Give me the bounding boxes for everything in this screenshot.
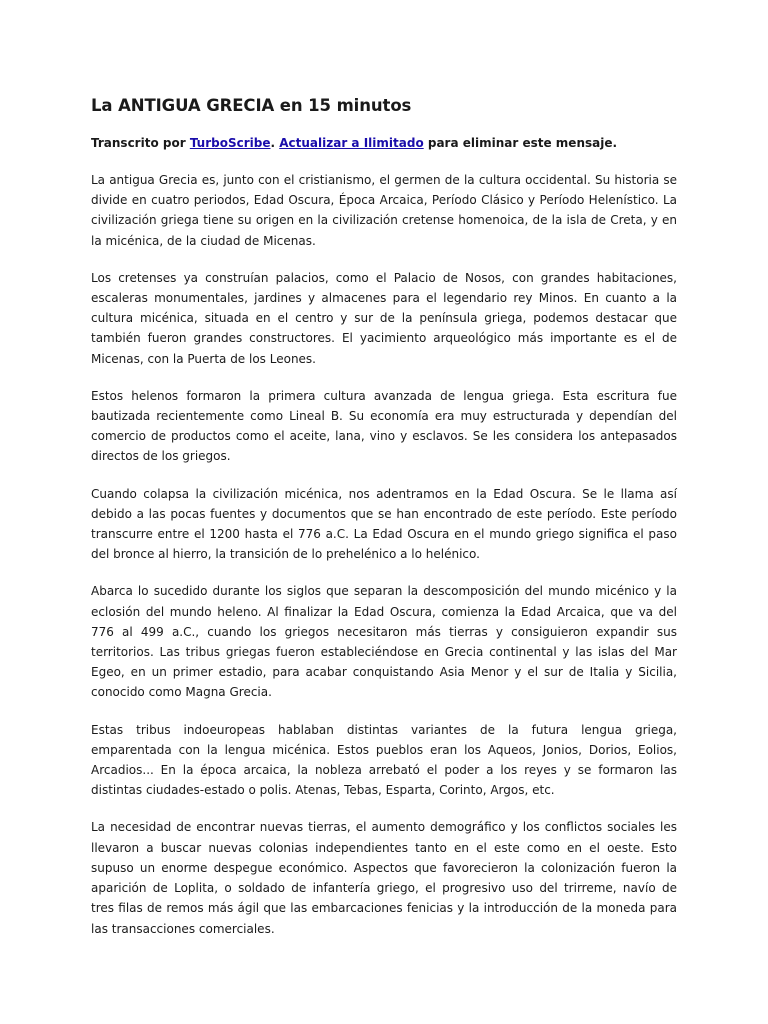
paragraph-line: llevaron a buscar nuevas colonias independientes tanto en el este como en el oeste. Esto bbox=[91, 840, 677, 855]
paragraph-line: las transacciones comerciales. bbox=[91, 921, 275, 936]
paragraph bbox=[91, 581, 677, 702]
paragraph bbox=[91, 386, 677, 467]
paragraph bbox=[91, 170, 677, 251]
paragraph-line: del bronce al hierro, la transición de lo prehelénico a lo helénico. bbox=[91, 547, 480, 562]
paragraph-line: escaleras monumentales, jardines y almacenes para el legendario rey Minos. En cuanto a la bbox=[91, 291, 677, 306]
notice-separator: . bbox=[270, 136, 280, 150]
paragraph-line: Los cretenses ya construían palacios, como el Palacio de Nosos, con grandes habitaciones, bbox=[91, 270, 677, 285]
paragraph-line: emparentada con la lengua micénica. Estos pueblos eran los Aqueos, Jonios, Dorios, Eolios, bbox=[91, 742, 677, 757]
paragraph-line: conocido como Magna Grecia. bbox=[91, 685, 272, 700]
paragraph-line: cultura micénica, situada en el centro y sur de la península griega, podemos destacar que bbox=[91, 311, 677, 326]
paragraph-line: distintas ciudades-estado o polis. Atenas, Tebas, Esparta, Corinto, Argos, etc. bbox=[91, 783, 555, 798]
document-body bbox=[91, 96, 677, 939]
paragraph-line: La antigua Grecia es, junto con el cristianismo, el germen de la cultura occidental. Su historia se bbox=[91, 173, 677, 187]
paragraph-line: Abarca lo sucedido durante los siglos que separan la descomposición del mundo micénico y la bbox=[91, 584, 677, 599]
upgrade-unlimited-link[interactable]: Actualizar a Ilimitado bbox=[279, 136, 424, 150]
paragraph-line: tres filas de remos más ágil que las embarcaciones fenicias y la introducción de la moneda para bbox=[91, 901, 677, 916]
paragraph-line: Cuando colapsa la civilización micénica, nos adentramos en la Edad Oscura. Se le llama así bbox=[91, 486, 677, 501]
paragraph-line: Arcadios... En la época arcaica, la nobleza arrebató el poder a los reyes y se formaron las bbox=[91, 763, 677, 778]
paragraph-line: 776 al 499 a.C., cuando los griegos necesitaron más tierras y consiguieron expandir sus bbox=[91, 624, 677, 639]
paragraph bbox=[91, 720, 677, 801]
transcription-notice bbox=[91, 134, 677, 153]
document-paragraphs bbox=[91, 170, 677, 939]
turboscribe-link[interactable]: TurboScribe bbox=[189, 136, 271, 150]
paragraph-line: eclosión del mundo heleno. Al finalizar la Edad Oscura, comienza la Edad Arcaica, que va del bbox=[91, 604, 677, 619]
paragraph-line: Egeo, en un primer estadio, para acabar conquistando Asia Menor y el sur de Italia y Sicilia, bbox=[91, 665, 677, 680]
paragraph-line: territorios. Las tribus griegas fueron estableciéndose en Grecia continental y las islas del Mar bbox=[91, 645, 677, 660]
paragraph-line: Estas tribus indoeuropeas hablaban distintas variantes de la futura lengua griega, bbox=[91, 722, 677, 737]
paragraph-line: La necesidad de encontrar nuevas tierras, el aumento demográfico y los conflictos sociales les bbox=[91, 820, 677, 835]
paragraph-line: transcurre entre el 1200 hasta el 776 a.C. La Edad Oscura en el mundo griego significa el paso bbox=[91, 527, 677, 542]
notice-suffix: para eliminar este mensaje. bbox=[423, 136, 618, 150]
paragraph-line: debido a las pocas fuentes y documentos que se han encontrado de este período. Este período bbox=[91, 506, 677, 521]
paragraph-line: aparición de Loplita, o soldado de infantería griego, el progresivo uso del trirreme, navío de bbox=[91, 881, 677, 896]
paragraph-line: la micénica, de la ciudad de Micenas. bbox=[91, 233, 316, 248]
paragraph bbox=[91, 484, 677, 565]
paragraph-line: comercio de productos como el aceite, lana, vino y esclavos. Se les considera los antepasados bbox=[91, 429, 677, 444]
paragraph-line: divide en cuatro periodos, Edad Oscura, Época Arcaica, Período Clásico y Período Helenístico. La bbox=[91, 193, 677, 208]
document-title: La ANTIGUA GRECIA en 15 minutos bbox=[91, 96, 412, 115]
paragraph-line: también fueron grandes constructores. El yacimiento arqueológico más importante es el de bbox=[91, 331, 677, 346]
paragraph-line: supuso un enorme despegue económico. Aspectos que favorecieron la colonización fueron la bbox=[91, 860, 677, 875]
paragraph-line: bautizada recientemente como Lineal B. Su economía era muy estructurada y dependían del bbox=[91, 409, 677, 424]
paragraph bbox=[91, 817, 677, 938]
paragraph-line: Micenas, con la Puerta de los Leones. bbox=[91, 351, 316, 366]
paragraph-line: Estos helenos formaron la primera cultura avanzada de lengua griega. Esta escritura fue bbox=[91, 388, 677, 403]
paragraph-line: directos de los griegos. bbox=[91, 449, 231, 464]
paragraph bbox=[91, 268, 677, 369]
paragraph-line: civilización griega tiene su origen en la civilización cretense homenoica, de la isla de Creta, y en bbox=[91, 213, 677, 228]
notice-prefix: Transcrito por bbox=[91, 136, 190, 150]
